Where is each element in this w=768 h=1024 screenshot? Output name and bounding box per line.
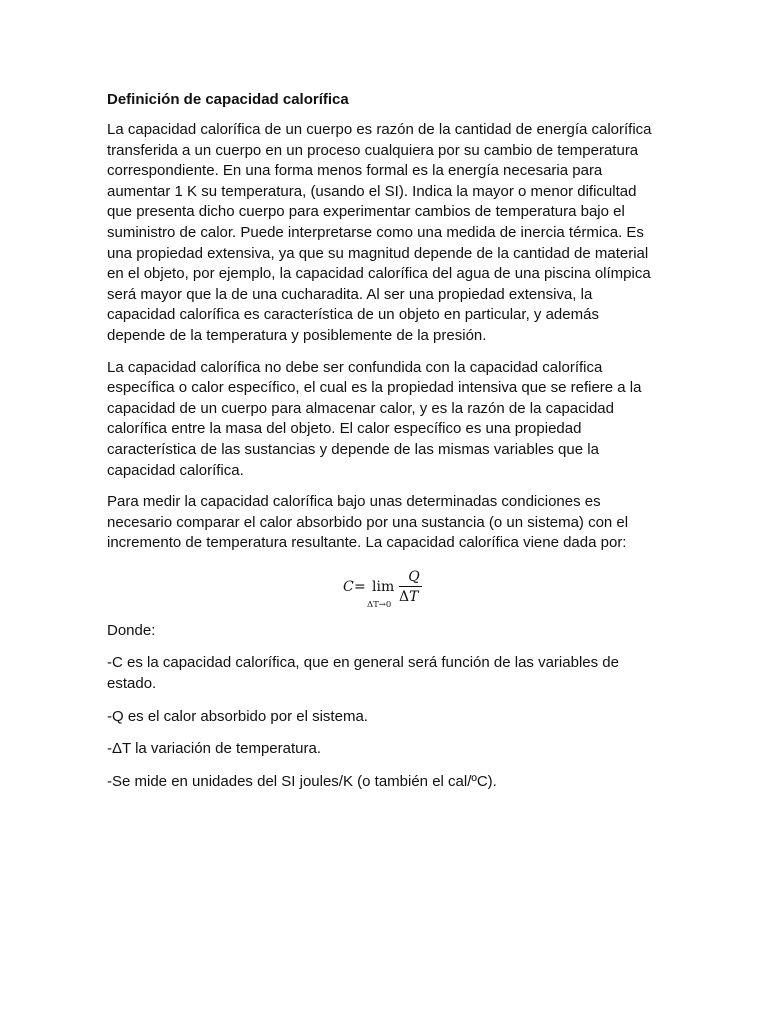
formula-denominator [399, 587, 418, 608]
text-line: aumentar 1 K su temperatura, (usando el SI). Indica la mayor o menor dificultad [107, 182, 637, 200]
text-line: -C es la capacidad calorífica, que en general será función de las variables de [107, 654, 619, 672]
formula-equals: = [354, 578, 366, 595]
paragraph-specific-heat [107, 358, 659, 482]
paragraph-measurement [107, 492, 659, 554]
text-line: necesario comparar el calor absorbido por una sustancia (o un sistema) con el [107, 513, 629, 531]
text-line: específica o calor específico, el cual es la propiedad intensiva que se refiere a la [107, 379, 642, 397]
paragraph-definition [107, 120, 659, 347]
list-item [107, 772, 659, 793]
document-body [107, 90, 659, 804]
text-line: calorífica entre la masa del objeto. El calor específico es una propiedad [107, 420, 582, 438]
formula-numerator: Q [408, 568, 420, 585]
list-item [107, 653, 659, 694]
text-line: característica de las sustancias y depende de las mismas variables que la [107, 440, 599, 458]
text-line: capacidad de un cuerpo para almacenar calor, y es la razón de la capacidad [107, 399, 614, 417]
text-line: -ΔT la variación de temperatura. [107, 740, 322, 758]
list-item [107, 739, 659, 760]
text-line: La capacidad calorífica no debe ser confundida con la capacidad calorífica [107, 358, 603, 376]
temperature-symbol: T [409, 588, 419, 605]
heat-capacity-formula [107, 565, 659, 611]
formula-limit-subscript: ΔT→0 [367, 599, 392, 610]
text-line: -Q es el calor absorbido por el sistema. [107, 707, 368, 725]
document-title: Definición de capacidad calorífica [107, 91, 349, 108]
text-line: Para medir la capacidad calorífica bajo unas determinadas condiciones es [107, 493, 601, 511]
text-line: una propiedad extensiva, ya que su magnitud depende de la cantidad de material [107, 244, 649, 262]
text-line: La capacidad calorífica de un cuerpo es razón de la cantidad de energía calorífica [107, 121, 652, 138]
list-item [107, 707, 659, 728]
text-line: capacidad calorífica. [107, 461, 244, 479]
text-line: en el objeto, por ejemplo, la capacidad calorífica del agua de una piscina olímpica [107, 265, 651, 283]
text-line: estado. [107, 675, 157, 693]
text-line: transferida a un cuerpo en un proceso cualquiera por su cambio de temperatura [107, 141, 639, 159]
text-line: -Se mide en unidades del SI joules/K (o también el cal/ºC). [107, 772, 497, 790]
formula-limit: lim [372, 578, 395, 595]
formula-lhs: C [343, 578, 354, 595]
text-line: suministro de calor. Puede interpretarse como una medida de inercia térmica. Es [107, 223, 644, 241]
donde-label: Donde: [107, 621, 156, 639]
delta-symbol: Δ [399, 588, 410, 605]
text-line: depende de la temperatura y posiblemente de la presión. [107, 326, 487, 344]
text-line: será mayor que la de una cucharadita. Al ser una propiedad extensiva, la [107, 285, 593, 303]
text-line: correspondiente. En una forma menos formal es la energía necesaria para [107, 162, 603, 180]
text-line: capacidad calorífica es característica de un objeto en particular, y además [107, 306, 599, 324]
text-line: incremento de temperatura resultante. La capacidad calorífica viene dada por: [107, 534, 627, 552]
text-line: que presenta dicho cuerpo para experimentar cambios de temperatura bajo el [107, 203, 625, 221]
